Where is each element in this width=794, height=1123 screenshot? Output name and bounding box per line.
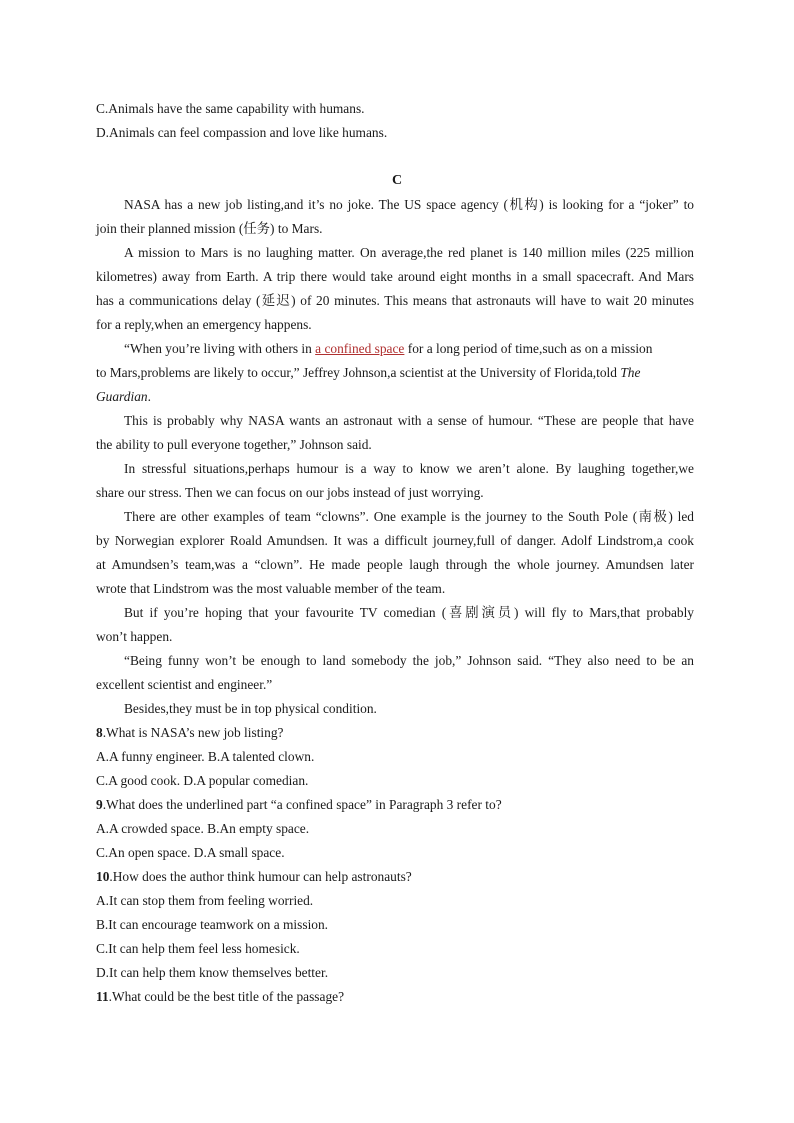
passage-line: Besides,they must be in top physical condition. — [124, 701, 377, 716]
question-10-option: A.It can stop them from feeling worried. — [96, 893, 314, 908]
passage-line: for a reply,when an emergency happens. — [96, 317, 312, 332]
passage-line: But if you’re hoping that your favourite TV comedian (喜剧演员) will fly to Mars,that probably — [124, 605, 694, 620]
question-8: 8.What is NASA’s new job listing? — [96, 725, 284, 740]
question-9-options-row: C.An open space. D.A small space. — [96, 845, 285, 860]
underlined-phrase: a confined space — [315, 341, 405, 356]
passage-line: wrote that Lindstrom was the most valuable member of the team. — [96, 581, 446, 596]
passage-line: kilometres) away from Earth. A trip there would take around eight months in a small spacecraft. And Mars — [96, 269, 694, 284]
passage-line: There are other examples of team “clowns”. One example is the journey to the South Pole (南极) led — [124, 509, 694, 524]
passage-line: NASA has a new job listing,and it’s no joke. The US space agency (机构) is looking for a “joker” to — [124, 197, 694, 212]
passage-line: Guardian. — [96, 389, 151, 404]
question-10-option: C.It can help them feel less homesick. — [96, 941, 300, 956]
prev-option-c: C.Animals have the same capability with humans. — [96, 101, 365, 116]
question-11: 11.What could be the best title of the passage? — [96, 989, 345, 1004]
passage-line: In stressful situations,perhaps humour is a way to know we aren’t alone. By laughing together,we — [124, 461, 694, 476]
passage-line: at Amundsen’s team,was a “clown”. He made people laugh through the whole journey. Amundsen later — [96, 557, 694, 572]
passage-line: This is probably why NASA wants an astronaut with a sense of humour. “These are people that have — [124, 413, 694, 428]
question-10-option: B.It can encourage teamwork on a mission. — [96, 917, 329, 932]
question-10-option: D.It can help them know themselves better. — [96, 965, 329, 980]
prev-option-d: D.Animals can feel compassion and love like humans. — [96, 125, 388, 140]
passage-line: to Mars,problems are likely to occur,” Jeffrey Johnson,a scientist at the University of Florida,told The — [96, 365, 641, 380]
section-heading: C — [391, 173, 403, 188]
question-10: 10.How does the author think humour can help astronauts? — [96, 869, 412, 884]
passage-line: by Norwegian explorer Roald Amundsen. It was a difficult journey,full of danger. Adolf Lindstrom,a cook — [96, 533, 694, 548]
passage-line: “When you’re living with others in a confined space for a long period of time,such as on a mission — [124, 341, 653, 356]
passage-line: won’t happen. — [96, 629, 173, 644]
passage-line: “Being funny won’t be enough to land somebody the job,” Johnson said. “They also need to be an — [124, 653, 694, 668]
passage-line: has a communications delay (延迟) of 20 minutes. This means that astronauts will have to wait 20 minutes — [96, 293, 694, 308]
passage-line: join their planned mission (任务) to Mars. — [96, 221, 323, 236]
passage-line: excellent scientist and engineer.” — [96, 677, 273, 692]
question-8-options-row: C.A good cook. D.A popular comedian. — [96, 773, 309, 788]
question-8-options-row: A.A funny engineer. B.A talented clown. — [96, 749, 315, 764]
passage-line: the ability to pull everyone together,” Johnson said. — [96, 437, 372, 452]
passage-line: share our stress. Then we can focus on our jobs instead of just worrying. — [96, 485, 484, 500]
passage-line: A mission to Mars is no laughing matter. On average,the red planet is 140 million miles (225 million — [124, 245, 694, 260]
question-9-options-row: A.A crowded space. B.An empty space. — [96, 821, 310, 836]
question-9: 9.What does the underlined part “a confined space” in Paragraph 3 refer to? — [96, 797, 502, 812]
